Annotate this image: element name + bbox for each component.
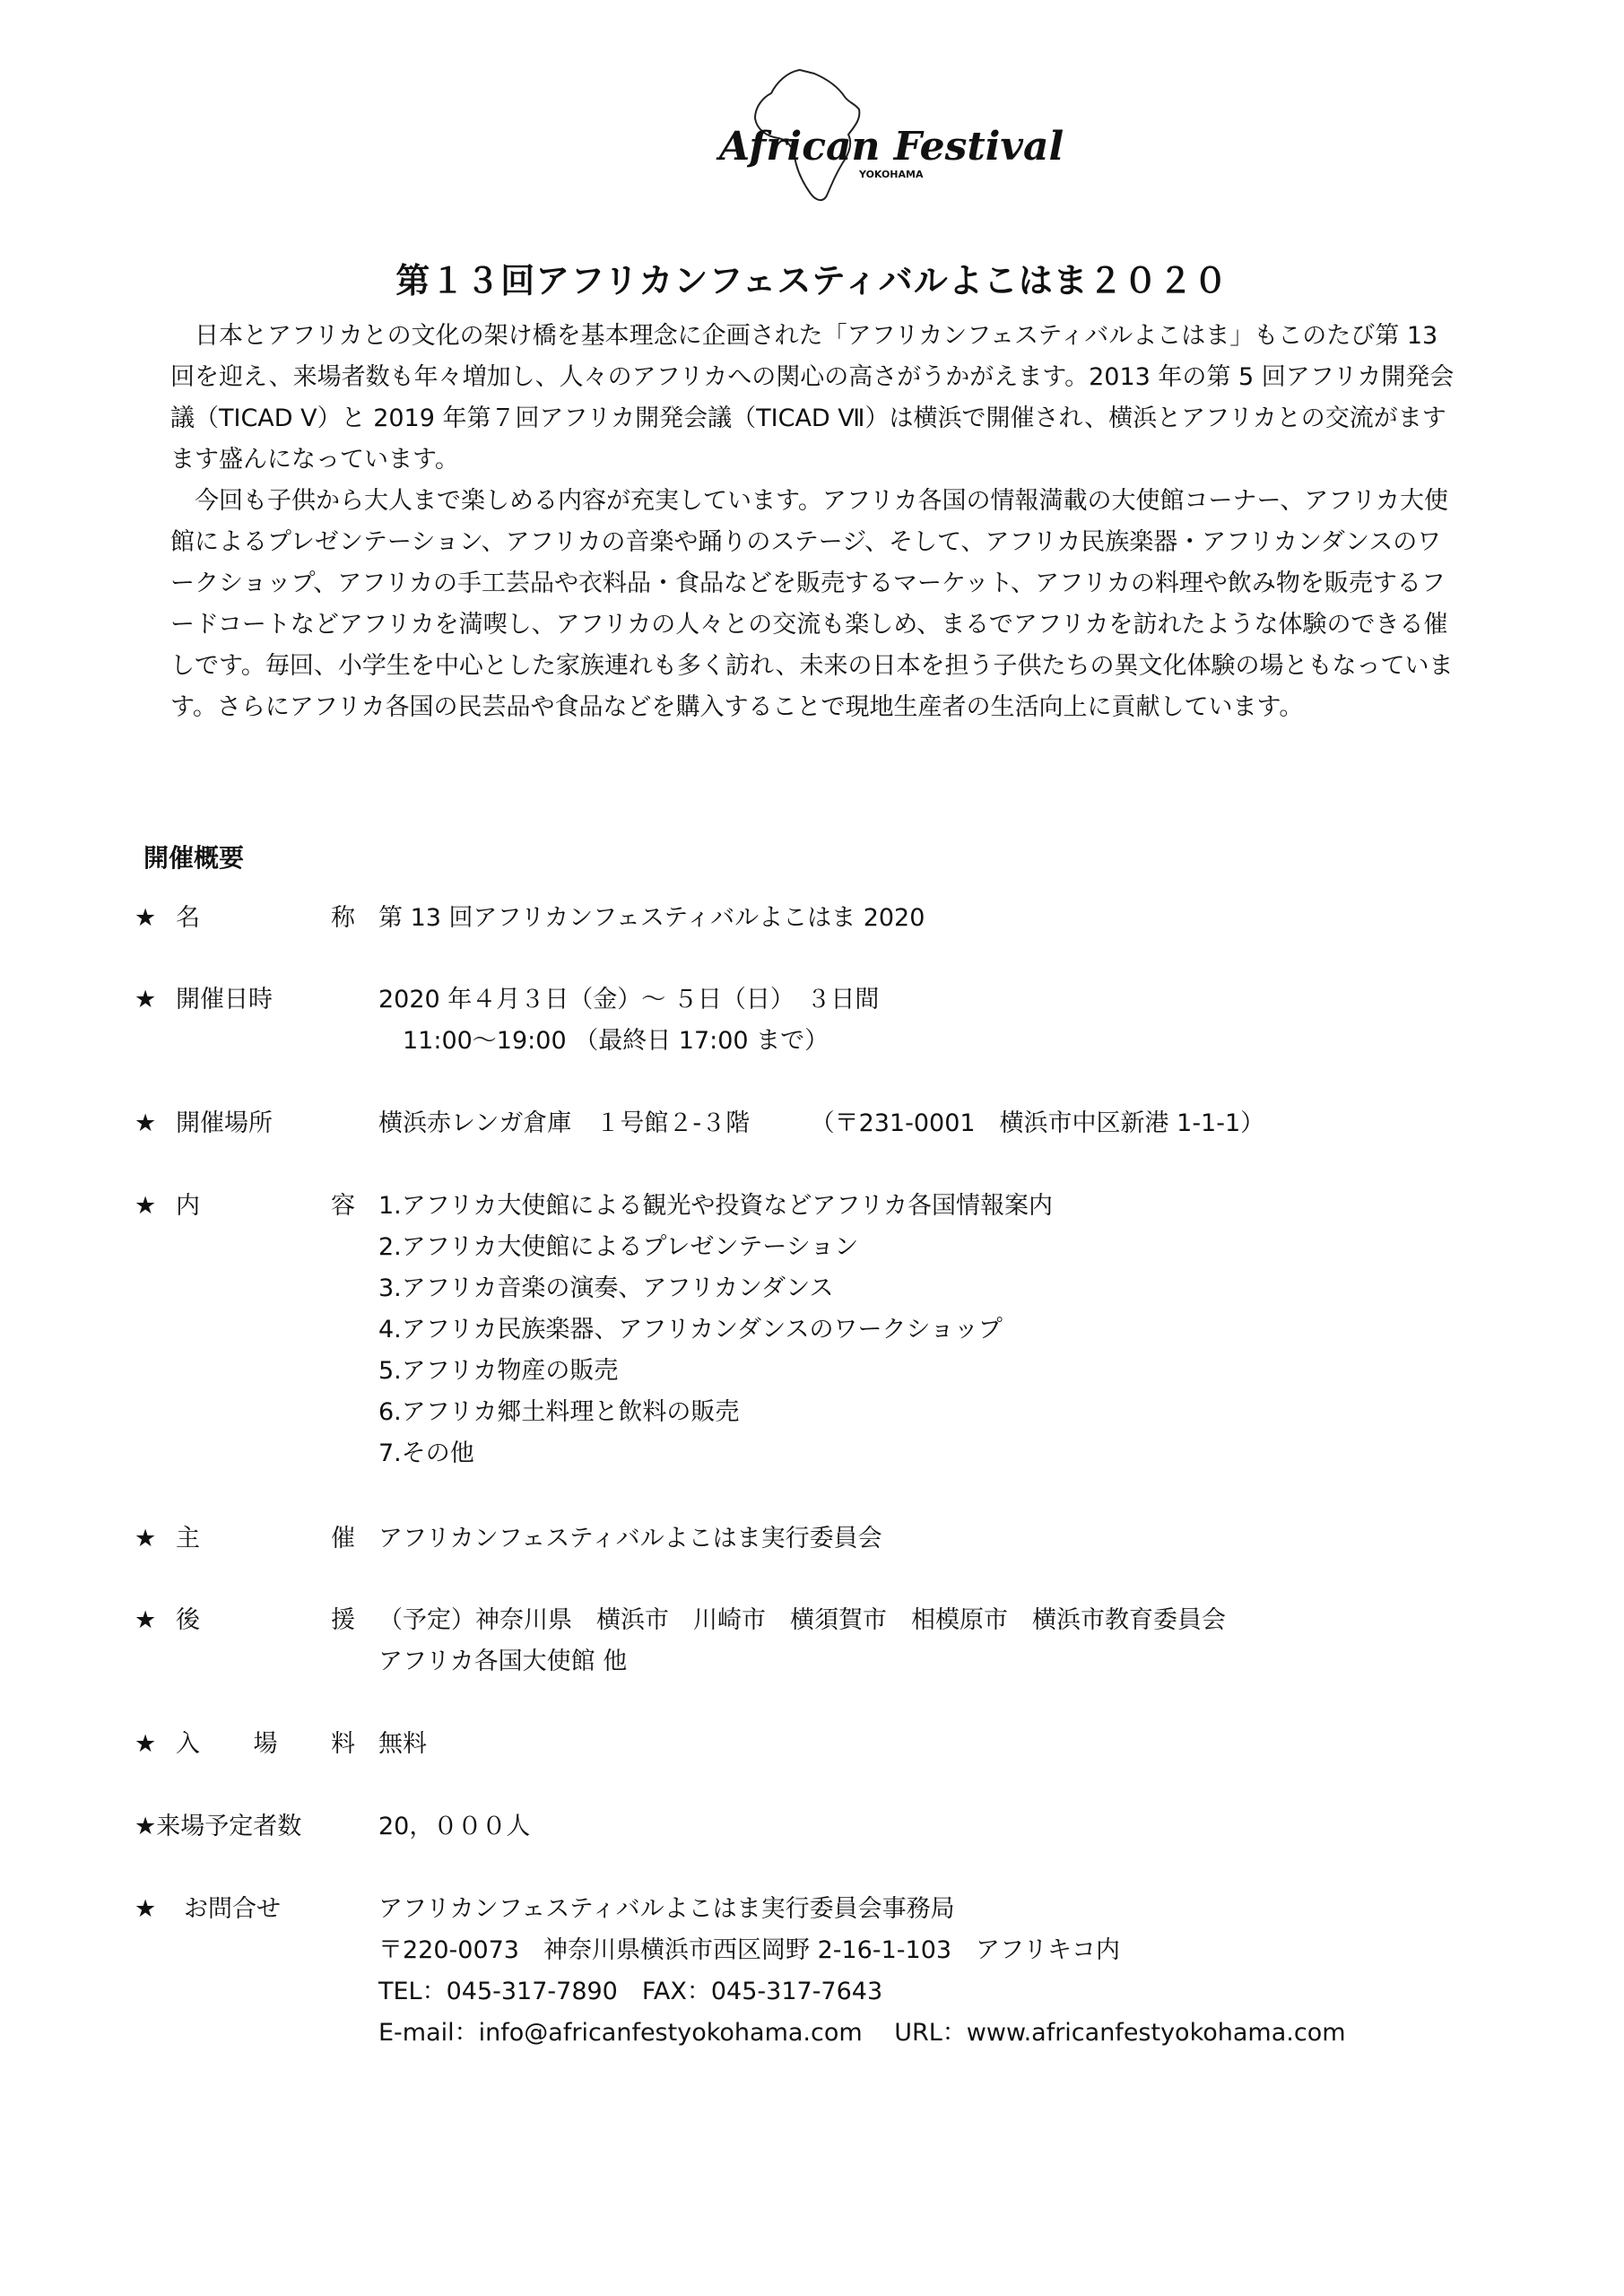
star-icon: ★ [135,1192,157,1220]
row-label: 名 称 [176,904,355,932]
row-label: 入 場 料 [176,1730,355,1758]
logo-wordmark: African Festival [719,124,1064,170]
row-value: 20，０００人 [378,1813,531,1840]
star-icon: ★ [135,1730,157,1758]
page-title: 第１３回アフリカンフェスティバルよこはま２０２０ [395,261,1229,300]
row-value: 2020 年４月３日（金）～ ５日（日） ３日間 11:00～19:00 （最終日 17:00 まで） [378,986,880,1055]
row-value: 無料 [378,1730,427,1758]
star-icon: ★ [135,1606,157,1634]
intro-paragraph: 日本とアフリカとの文化の架け橋を基本理念に企画された「アフリカンフェスティバルよこはま」もこのたび第 13 回を迎え、来場者数も年々増加し、人々のアフリカへの関心の高さがうかがえます。2013 年の第 5 回アフリカ開発会議（TICAD Ⅴ）と 2019 年第７回アフリカ開発会議（TICAD Ⅶ）は横浜で開催され、横浜とアフリカとの交流がますます盛んになっています。 [170,322,1455,474]
star-icon: ★ [135,986,157,1013]
row-label: 内 容 [176,1192,355,1220]
festival-logo [701,63,1064,206]
row-label: 開催日時 [176,986,273,1013]
row-label: 主 催 [176,1525,355,1552]
row-label: 開催場所 [176,1109,273,1137]
row-value: 横浜赤レンガ倉庫 １号館２-３階 （〒231-0001 横浜市中区新港 1-1-1） [378,1109,1265,1137]
intro-text [170,316,1462,728]
africa-map-icon [701,63,1064,206]
row-value: 第 13 回アフリカンフェスティバルよこはま 2020 [378,904,925,932]
row-label: 後 援 [176,1606,355,1634]
star-icon: ★ [135,1895,157,1923]
star-icon: ★ [135,1109,157,1137]
row-value: （予定）神奈川県 横浜市 川崎市 横須賀市 相模原市 横浜市教育委員会 アフリカ各国大使館 他 [378,1606,1226,1675]
row-label: ★来場予定者数 [135,1813,302,1840]
row-value: 1.アフリカ大使館による観光や投資などアフリカ各国情報案内 2.アフリカ大使館によるプレゼンテーション 3.アフリカ音楽の演奏、アフリカンダンス 4.アフリカ民族楽器、アフリカンダンスのワークショップ 5.アフリカ物産の販売 6.アフリカ郷土料理と飲料の販売 7.その他 [378,1192,1054,1467]
section-heading: 開催概要 [143,843,245,873]
intro-paragraph: 今回も子供から大人まで楽しめる内容が充実しています。アフリカ各国の情報満載の大使館コーナー、アフリカ大使館によるプレゼンテーション、アフリカの音楽や踊りのステージ、そして、アフリカ民族楽器・アフリカンダンスのワークショップ、アフリカの手工芸品や衣料品・食品などを販売するマーケット、アフリカの料理や飲み物を販売するフードコートなどアフリカを満喫し、アフリカの人々との交流も楽しめ、まるでアフリカを訪れたような体験のできる催しです。毎回、小学生を中心とした家族連れも多く訪れ、未来の日本を担う子供たちの異文化体験の場ともなっています。さらにアフリカ各国の民芸品や食品などを購入することで現地生産者の生活向上に貢献しています。 [170,487,1454,721]
row-label: お問合せ [184,1895,281,1923]
star-icon: ★ [135,904,157,932]
star-icon: ★ [135,1525,157,1552]
logo-subtitle: YOKOHAMA [859,169,924,180]
row-value: アフリカンフェスティバルよこはま実行委員会 [378,1525,882,1552]
row-value: アフリカンフェスティバルよこはま実行委員会事務局 〒220-0073 神奈川県横浜市西区岡野 2-16-1-103 アフリキコ内 TEL：045-317-7890 FAX：045-317-7643 E-mail：info@africanfestyokohama.com URL：www.africanfestyokohama.com [378,1895,1346,2047]
